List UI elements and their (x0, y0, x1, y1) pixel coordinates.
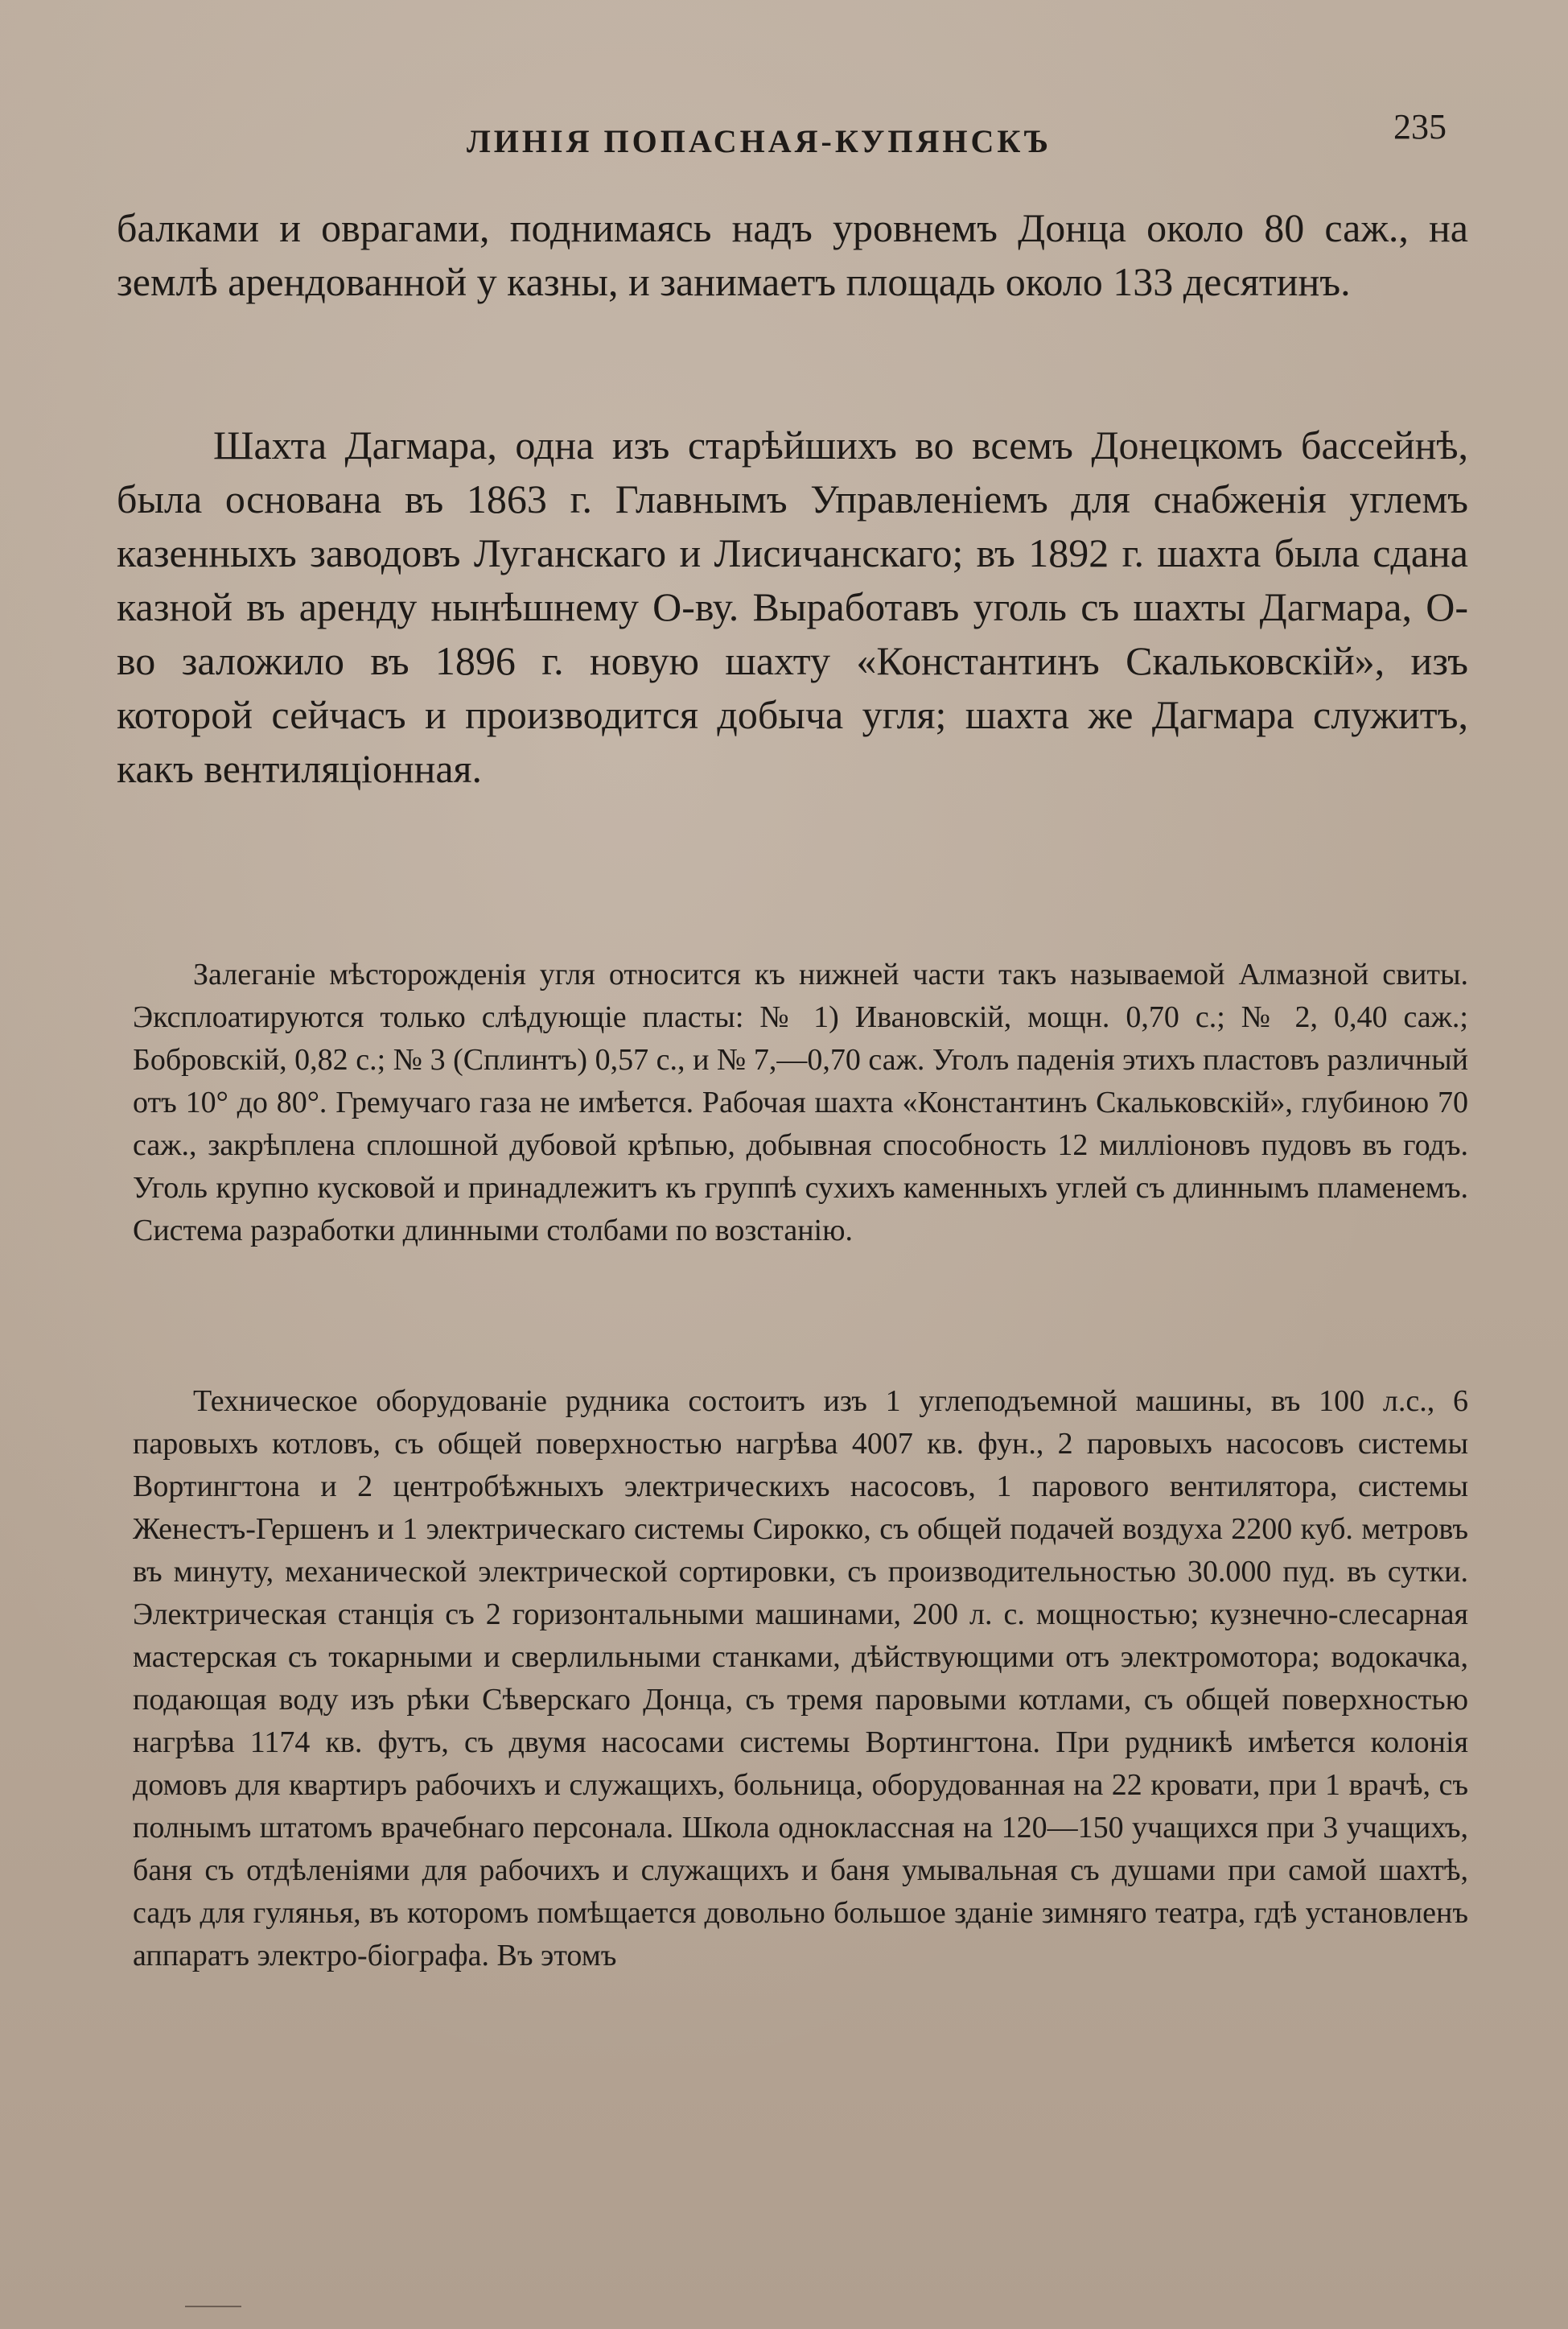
paragraph-dagmara-history: Шахта Дагмара, одна изъ старѣйшихъ во всемъ Донецкомъ бассейнѣ, была основана въ 1863 г. Главнымъ Управленіемъ для снабженія углемъ казенныхъ заводовъ Луганскаго и Лисичанскаго; въ 1892 г. шахта была сдана казной въ аренду нынѣшнему О-ву. Выработавъ уголь съ шахты Дагмара, О-во заложило въ 1896 г. новую шахту «Константинъ Скальковскій», изъ которой сейчасъ и производится добыча угля; шахта же Дагмара служитъ, какъ вентиляціонная. (117, 423, 1468, 791)
page-number: 235 (1393, 107, 1447, 146)
running-head: ЛИНІЯ ПОПАСНАЯ-КУПЯНСКЪ (467, 123, 1052, 159)
paragraph-continuation: балками и оврагами, поднимаясь надъ уровнемъ Донца около 80 саж., на землѣ арендованной у казны, и занимаетъ площадь около 133 десятинъ. (117, 205, 1468, 304)
paragraph-technical-equipment: Техническое оборудованіе рудника состоитъ изъ 1 углеподъемной машины, въ 100 л.с., 6 паровыхъ котловъ, съ общей поверхностью нагрѣва 4007 кв. фун., 2 паровыхъ насосовъ системы Вортингтона и 2 центробѣжныхъ электрическихъ насосовъ, 1 парового вентилятора, системы Женестъ-Гершенъ и 1 электрическаго системы Сирокко, съ общей подачей воздуха 2200 куб. метровъ въ минуту, механической электрической сортировки, съ производительностью 30.000 пуд. въ сутки. Электрическая станція съ 2 горизонтальными машинами, 200 л. с. мощностью; кузнечно-слесарная мастерская съ токарными и сверлильными станками, дѣйствующими отъ электромотора; водокачка, подающая воду изъ рѣки Сѣверскаго Донца, съ тремя паровыми котлами, съ общей поверхностью нагрѣва 1174 кв. футъ, съ двумя насосами системы Вортингтона. При рудникѣ имѣется колонія домовъ для квартиръ рабочихъ и служащихъ, больница, оборудованная на 22 кровати, при 1 врачѣ, съ полнымъ штатомъ врачебнаго персонала. Школа одноклассная на 120—150 учащихся при 3 учащихъ, баня съ отдѣленіями для рабочихъ и служащихъ и баня умывальная съ душами при самой шахтѣ, садъ для гулянья, въ которомъ помѣщается довольно большое зданіе зимняго театра, гдѣ установленъ аппаратъ электро-біографа. Въ этомъ (133, 1384, 1468, 1972)
paragraph-coal-deposits: Залеганіе мѣсторожденія угля относится къ нижней части такъ называемой Алмазной свиты. Эксплоатируются только слѣдующіе пласты: № 1) Ивановскій, мощн. 0,70 с.; № 2, 0,40 саж.; Бобровскій, 0,82 с.; № 3 (Сплинтъ) 0,57 с., и № 7,—0,70 саж. Уголъ паденія этихъ пластовъ различный отъ 10° до 80°. Гремучаго газа не имѣется. Рабочая шахта «Константинъ Скальковскій», глубиною 70 саж., закрѣплена сплошной дубовой крѣпью, добывная способность 12 милліоновъ пудовъ въ годъ. Уголь крупно кусковой и принадлежитъ къ группѣ сухихъ каменныхъ углей съ длиннымъ пламенемъ. Система разработки длинными столбами по возстанію. (133, 958, 1468, 1247)
footer-mark (185, 2306, 241, 2307)
